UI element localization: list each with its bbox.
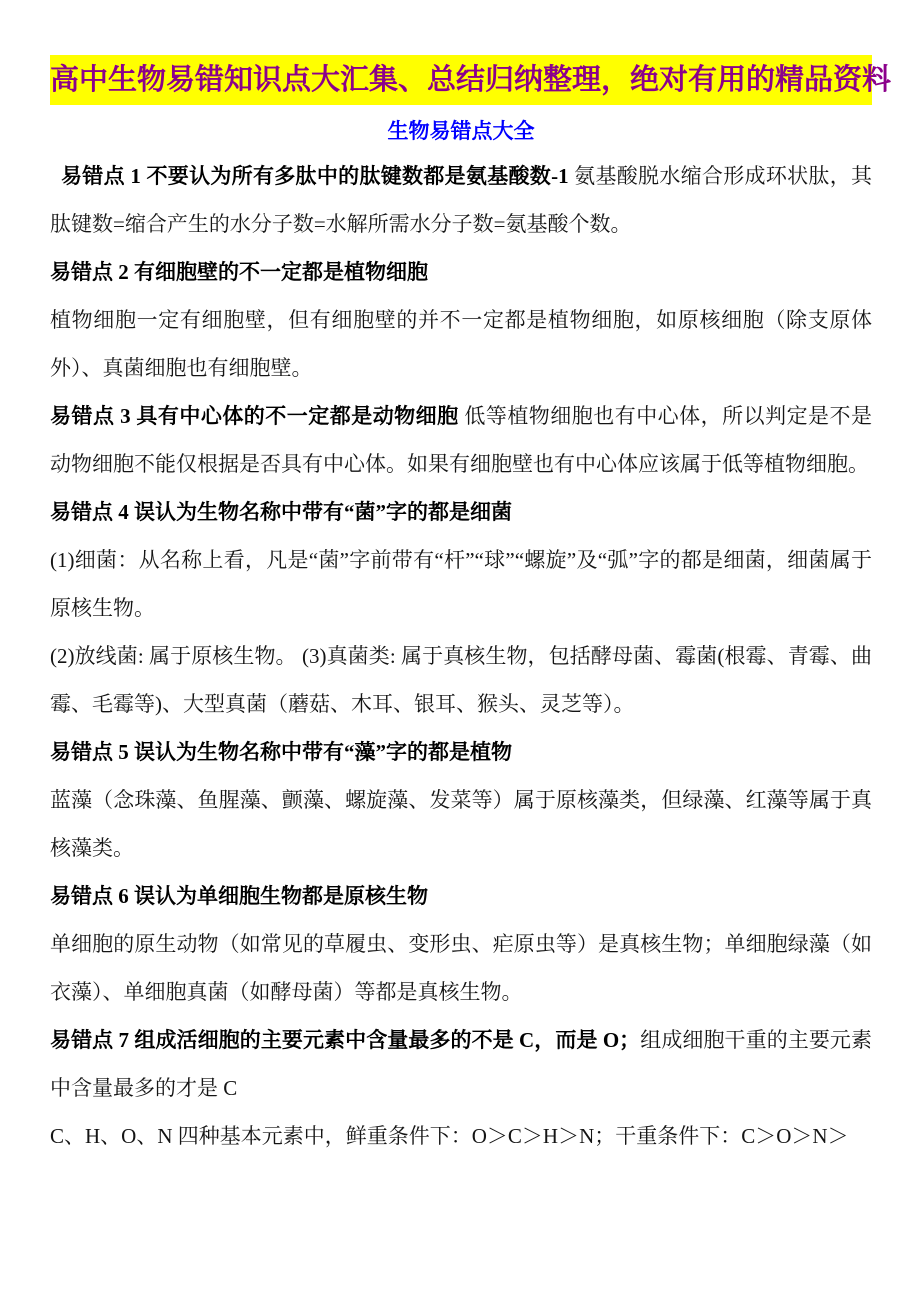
error-point-5-body bbox=[50, 776, 872, 872]
error-point-3-heading-run: 易错点 3 具有中心体的不一定都是动物细胞 bbox=[50, 404, 459, 428]
error-point-1-heading-run: 易错点 1 不要认为所有多肽中的肽键数都是氨基酸数-1 bbox=[61, 164, 569, 188]
error-point-7-element-order bbox=[50, 1112, 872, 1160]
error-point-4-item-1 bbox=[50, 536, 872, 632]
error-point-4-heading-run: 易错点 4 误认为生物名称中带有“菌”字的都是细菌 bbox=[50, 500, 512, 524]
document-title: 高中生物易错知识点大汇集、总结归纳整理，绝对有用的精品资料 bbox=[50, 55, 872, 105]
error-point-4-item-1-text-run: (1)细菌：从名称上看，凡是“菌”字前带有“杆”“球”“螺旋”及“弧”字的都是细菌，细菌属于原核生物。 bbox=[50, 548, 872, 620]
error-point-6-heading-run: 易错点 6 误认为单细胞生物都是原核生物 bbox=[50, 884, 428, 908]
document-body bbox=[50, 152, 872, 1160]
error-point-2-body bbox=[50, 296, 872, 392]
document-subtitle: 生物易错点大全 bbox=[387, 119, 535, 143]
error-point-4-items-2-3 bbox=[50, 632, 872, 728]
error-point-3-text-run: 低等植物细胞也有中心体，所以判定是不是动物细胞不能仅根据是否具有中心体。如果有细胞壁也有中心体应该属于低等植物细胞。 bbox=[50, 404, 873, 476]
error-point-2-heading bbox=[50, 248, 872, 296]
error-point-7-text-run: 组成细胞干重的主要元素中含量最多的才是 C bbox=[50, 1028, 873, 1100]
error-point-3-paragraph bbox=[50, 392, 872, 488]
error-point-2-heading-run: 易错点 2 有细胞壁的不一定都是植物细胞 bbox=[50, 260, 428, 284]
error-point-4-items-2-3-text-run: (2)放线菌: 属于原核生物。 (3)真菌类: 属于真核生物，包括酵母菌、霉菌(根霉、青霉、曲霉、毛霉等)、大型真菌（蘑菇、木耳、银耳、猴头、灵芝等）。 bbox=[50, 644, 872, 716]
error-point-1-paragraph bbox=[50, 152, 872, 248]
error-point-6-heading bbox=[50, 872, 872, 920]
error-point-4-heading bbox=[50, 488, 872, 536]
error-point-7-heading-run: 易错点 7 组成活细胞的主要元素中含量最多的不是 C，而是 O； bbox=[50, 1028, 641, 1052]
error-point-5-heading-run: 易错点 5 误认为生物名称中带有“藻”字的都是植物 bbox=[50, 740, 512, 764]
error-point-6-body bbox=[50, 920, 872, 1016]
error-point-5-body-text-run: 蓝藻（念珠藻、鱼腥藻、颤藻、螺旋藻、发菜等）属于原核藻类，但绿藻、红藻等属于真核藻类。 bbox=[50, 788, 872, 860]
error-point-7-element-order-text-run: C、H、O、N 四种基本元素中，鲜重条件下：O＞C＞H＞N；干重条件下：C＞O＞N＞ bbox=[50, 1124, 849, 1148]
error-point-5-heading bbox=[50, 728, 872, 776]
error-point-7-paragraph bbox=[50, 1016, 872, 1112]
error-point-6-body-text-run: 单细胞的原生动物（如常见的草履虫、变形虫、疟原虫等）是真核生物；单细胞绿藻（如衣藻）、单细胞真菌（如酵母菌）等都是真核生物。 bbox=[50, 932, 872, 1004]
error-point-1-text-run: 氨基酸脱水缩合形成环状肽，其肽键数=缩合产生的水分子数=水解所需水分子数=氨基酸个数。 bbox=[50, 164, 873, 236]
error-point-2-body-text-run: 植物细胞一定有细胞壁，但有细胞壁的并不一定都是植物细胞，如原核细胞（除支原体外）、真菌细胞也有细胞壁。 bbox=[50, 308, 872, 380]
